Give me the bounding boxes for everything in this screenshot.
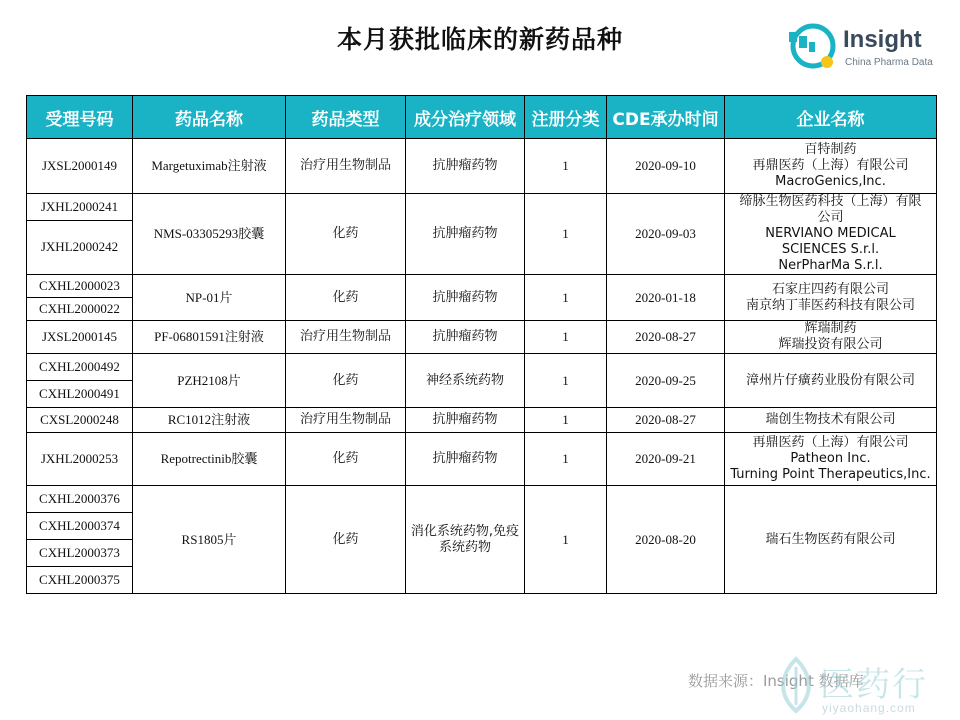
company-name-line: 瑞石生物医药有限公司 [765, 531, 896, 547]
watermark [770, 655, 960, 720]
table-row [27, 408, 937, 433]
registration-class-cell: 1 [525, 321, 607, 354]
acceptance-code-cell: CXSL2000248 [27, 408, 133, 433]
drug-name-cell: PZH2108片 [133, 354, 286, 408]
drug-type-cell: 治疗用生物制品 [286, 321, 406, 354]
drug-type-cell: 治疗用生物制品 [286, 408, 406, 433]
therapeutic-field-cell: 抗肿瘤药物 [406, 321, 525, 354]
company-name-line: SCIENCES S.r.l. [781, 242, 880, 257]
company-name-line: 百特制药 [804, 142, 857, 157]
insight-logo-icon [783, 22, 839, 72]
cde-date-cell: 2020-08-20 [607, 486, 725, 594]
registration-class-cell: 1 [525, 486, 607, 594]
drug-type-cell: 化药 [286, 194, 406, 275]
company-name-cell [725, 139, 937, 194]
insight-logo [783, 22, 943, 72]
company-name-cell [725, 408, 937, 433]
table-body [27, 139, 937, 594]
table-row [27, 194, 937, 221]
cde-date-cell: 2020-08-27 [607, 321, 725, 354]
cde-date-cell: 2020-08-27 [607, 408, 725, 433]
company-name-line: 再鼎医药（上海）有限公司 [752, 435, 909, 450]
table-header-row [27, 96, 937, 139]
table-row [27, 486, 937, 513]
cde-date-cell: 2020-09-03 [607, 194, 725, 275]
page-title: 本月获批临床的新药品种 [336, 25, 623, 54]
acceptance-code-cell: JXSL2000149 [27, 139, 133, 194]
logo-name: Insight [843, 26, 922, 53]
company-name-cell [725, 194, 937, 275]
table-row [27, 321, 937, 354]
cde-date-cell: 2020-09-25 [607, 354, 725, 408]
company-name-cell [725, 486, 937, 594]
drug-name-cell: NMS-03305293胶囊 [133, 194, 286, 275]
column-header: 受理号码 [27, 96, 133, 139]
drug-name-cell: PF-06801591注射液 [133, 321, 286, 354]
therapeutic-field-cell: 抗肿瘤药物 [406, 194, 525, 275]
registration-class-cell: 1 [525, 433, 607, 486]
acceptance-code-cell: CXHL2000376 [27, 486, 133, 513]
acceptance-code-cell: JXHL2000241 [27, 194, 133, 221]
company-name-cell [725, 354, 937, 408]
company-name-line: 瑞创生物技术有限公司 [765, 412, 896, 427]
acceptance-code-cell: CXHL2000492 [27, 354, 133, 381]
data-source-note: 数据来源：Insight 数据库 [688, 672, 864, 690]
registration-class-cell: 1 [525, 139, 607, 194]
watermark-text: 医药行 [820, 665, 928, 705]
company-name-cell [725, 321, 937, 354]
acceptance-code-cell: CXHL2000375 [27, 567, 133, 594]
column-header: 成分治疗领域 [406, 96, 525, 139]
column-header: 药品类型 [286, 96, 406, 139]
company-name-line: Patheon Inc. [790, 451, 871, 466]
drug-table [26, 95, 937, 594]
company-name-line: 再鼎医药（上海）有限公司 [752, 158, 909, 173]
drug-type-cell: 治疗用生物制品 [286, 139, 406, 194]
company-name-line: 缔脉生物医药科技（上海）有限 [739, 194, 922, 209]
drug-type-cell: 化药 [286, 433, 406, 486]
registration-class-cell: 1 [525, 408, 607, 433]
column-header: 注册分类 [525, 96, 607, 139]
drug-name-cell: Margetuximab注射液 [133, 139, 286, 194]
acceptance-code-cell: CXHL2000023 [27, 275, 133, 298]
therapeutic-field-cell: 消化系统药物,免疫系统药物 [406, 486, 525, 594]
acceptance-code-cell: CXHL2000022 [27, 298, 133, 321]
company-name-cell [725, 433, 937, 486]
column-header: 药品名称 [133, 96, 286, 139]
acceptance-code-cell: JXSL2000145 [27, 321, 133, 354]
drug-name-cell: RC1012注射液 [133, 408, 286, 433]
registration-class-cell: 1 [525, 194, 607, 275]
registration-class-cell: 1 [525, 275, 607, 321]
cde-date-cell: 2020-09-10 [607, 139, 725, 194]
acceptance-code-cell: CXHL2000374 [27, 513, 133, 540]
therapeutic-field-cell: 神经系统药物 [406, 354, 525, 408]
company-name-line: NERVIANO MEDICAL [765, 226, 896, 241]
company-name-line: 辉瑞投资有限公司 [778, 337, 883, 352]
table-row [27, 433, 937, 486]
registration-class-cell: 1 [525, 354, 607, 408]
table-row [27, 275, 937, 298]
acceptance-code-cell: CXHL2000373 [27, 540, 133, 567]
company-name-line: 漳州片仔癀药业股份有限公司 [745, 372, 915, 388]
therapeutic-field-cell: 抗肿瘤药物 [406, 433, 525, 486]
table-row [27, 354, 937, 381]
drug-type-cell: 化药 [286, 275, 406, 321]
logo-subtitle: China Pharma Data [845, 57, 933, 68]
watermark-leaf-icon [772, 655, 820, 715]
cde-date-cell: 2020-01-18 [607, 275, 725, 321]
cde-date-cell: 2020-09-21 [607, 433, 725, 486]
company-name-line: 辉瑞制药 [804, 321, 857, 336]
drug-name-cell: RS1805片 [133, 486, 286, 594]
table-row [27, 139, 937, 194]
therapeutic-field-cell: 抗肿瘤药物 [406, 275, 525, 321]
acceptance-code-cell: JXHL2000253 [27, 433, 133, 486]
acceptance-code-cell: JXHL2000242 [27, 220, 133, 274]
drug-name-cell: NP-01片 [133, 275, 286, 321]
drug-type-cell: 化药 [286, 354, 406, 408]
company-name-line: MacroGenics,Inc. [775, 174, 886, 189]
watermark-url: yiyaohang.com [822, 701, 916, 715]
acceptance-code-cell: CXHL2000491 [27, 381, 133, 408]
company-name-line: NerPharMa S.r.l. [778, 258, 883, 273]
column-header: CDE承办时间 [607, 96, 725, 139]
company-name-line: Turning Point Therapeutics,Inc. [730, 467, 931, 482]
company-name-line: 南京纳丁菲医药科技有限公司 [745, 297, 915, 313]
company-name-cell [725, 275, 937, 321]
company-name-line: 石家庄四药有限公司 [771, 281, 889, 297]
therapeutic-field-cell: 抗肿瘤药物 [406, 139, 525, 194]
company-name-line: 公司 [817, 210, 844, 225]
drug-name-cell: Repotrectinib胶囊 [133, 433, 286, 486]
therapeutic-field-cell: 抗肿瘤药物 [406, 408, 525, 433]
column-header: 企业名称 [725, 96, 937, 139]
drug-type-cell: 化药 [286, 486, 406, 594]
